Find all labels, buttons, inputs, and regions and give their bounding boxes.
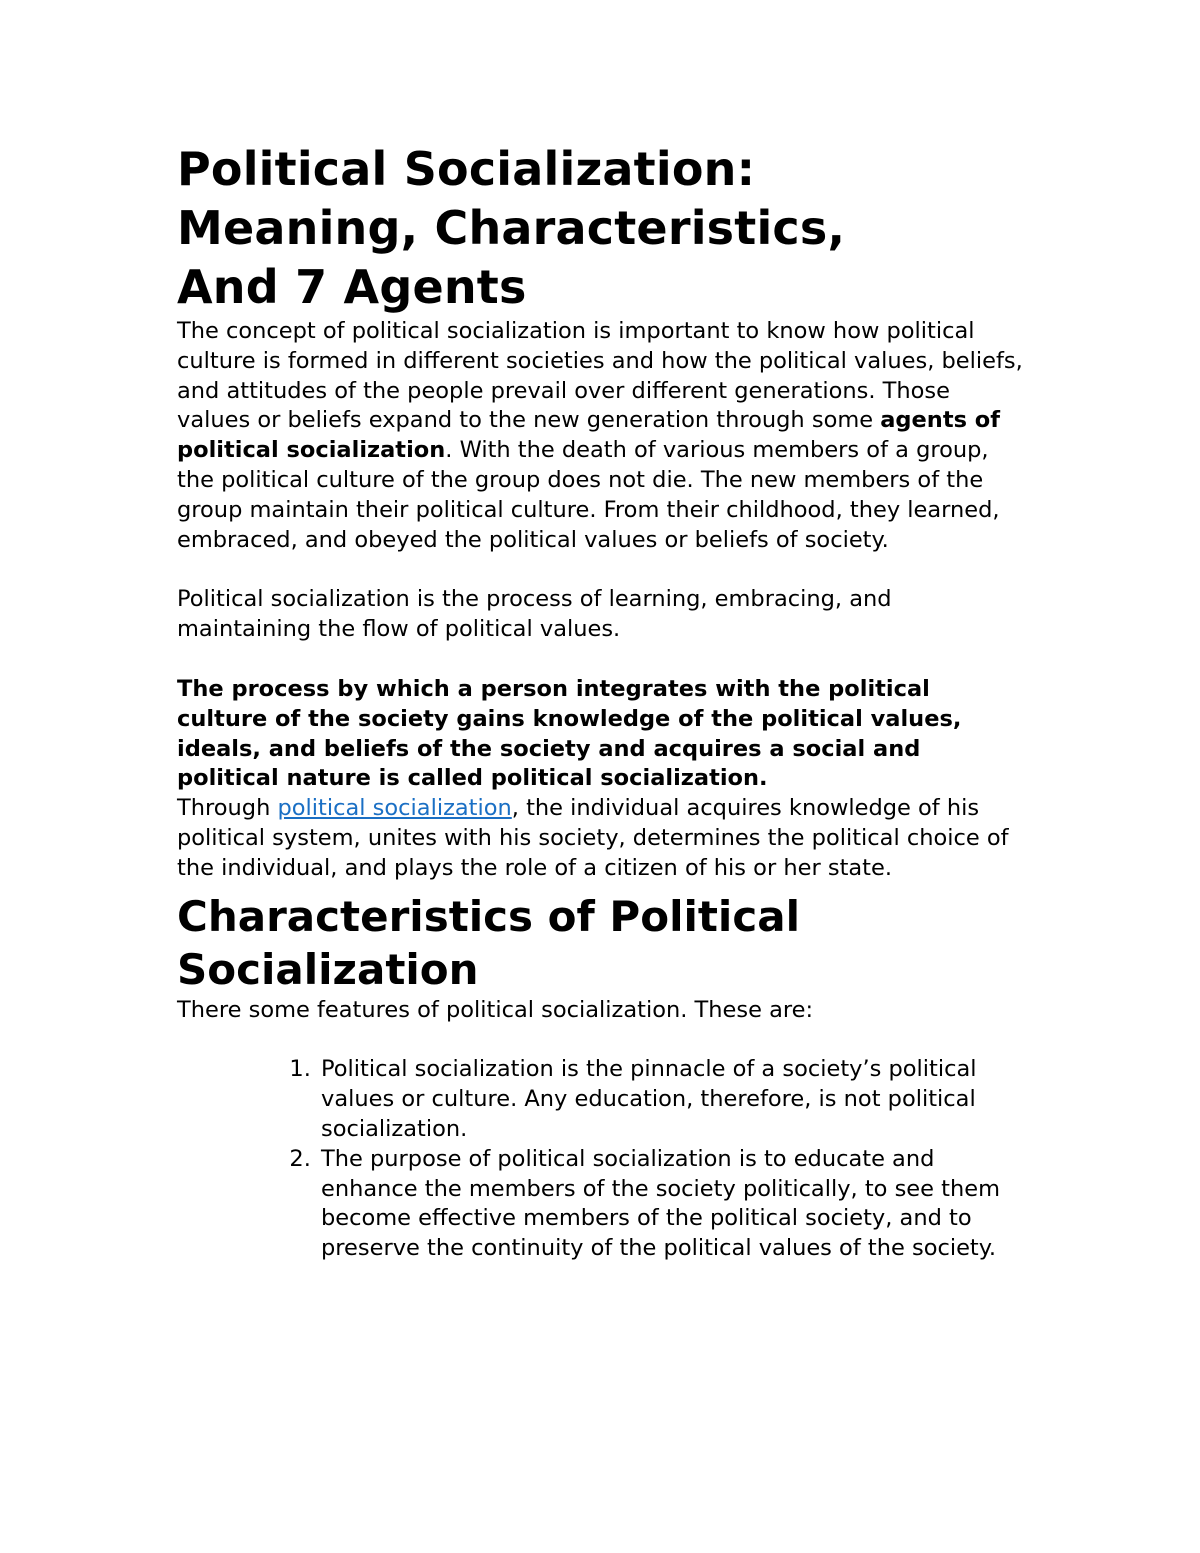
section-heading-line-1: Characteristics of Political: [177, 891, 800, 941]
intro-bold-phrase: agents of political socialization: [177, 407, 1001, 464]
document-page: [177, 140, 1027, 1264]
bold-definition-paragraph: The process by which a person integrates with the political culture of the society gains knowledge of the political values, ideals, and beliefs of the society and acquires a social and political nature is called political socialization.: [177, 675, 962, 792]
title-line-3: And 7 Agents: [177, 260, 527, 314]
through-text-start: Through: [177, 795, 278, 822]
paragraph-spacer: [177, 555, 1027, 585]
paragraph-spacer: [177, 645, 1027, 675]
intro-text-start: The concept of political socialization is important to know how political culture is formed in different societies and how the political values, beliefs, and attitudes of the people prevail over different generations. Those values or beliefs expand to the new generation through some: [177, 318, 1023, 434]
through-paragraph: [177, 794, 1027, 883]
definition-paragraph: Political socialization is the process of learning, embracing, and maintaining the flow of political values.: [177, 586, 892, 643]
section-heading-line-2: Socialization: [177, 944, 479, 994]
list-item: 2. The purpose of political socialization is to educate and enhance the members of the society politically, to see them become effective members of the political society, and to preserve the continuity of the political values of the society.: [318, 1145, 1027, 1264]
intro-text-end: . With the death of various members of a group, the political culture of the group does not die. The new members of the group maintain their political culture. From their childhood, they learned, embraced, and obeyed the political values or beliefs of society.: [177, 437, 1000, 553]
through-text-end: , the individual acquires knowledge of his political system, unites with his society, determines the political choice of the individual, and plays the role of a citizen of his or her state.: [177, 795, 1009, 881]
section-heading: [177, 890, 1027, 996]
political-socialization-link[interactable]: political socialization: [277, 795, 512, 822]
list-item: 1. Political socialization is the pinnacle of a society’s political values or culture. Any education, therefore, is not political socialization.: [318, 1055, 1027, 1144]
section-intro: There some features of political socialization. These are:: [177, 996, 814, 1023]
features-list: [177, 1055, 1027, 1264]
document-title: [177, 140, 1027, 317]
title-line-2: Meaning, Characteristics,: [177, 201, 846, 255]
intro-paragraph: [177, 317, 1027, 555]
title-line-1: Political Socialization:: [177, 142, 756, 196]
